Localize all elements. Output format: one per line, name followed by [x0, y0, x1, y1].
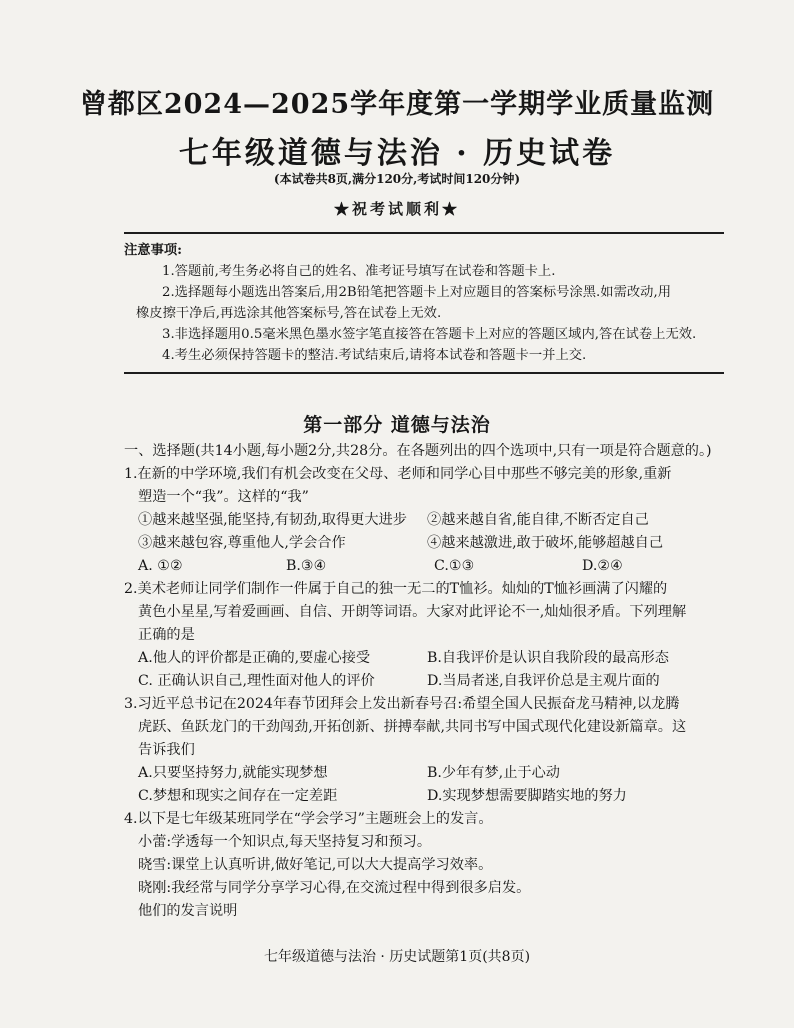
notice-item-1: 1.答题前,考生务必将自己的姓名、准考证号填写在试卷和答题卡上. — [162, 264, 556, 279]
q1-statement-4: ④越来越激进,敢于破坏,能够超越自己 — [427, 535, 664, 551]
q4-line-3: 晓刚:我经常与同学分享学习心得,在交流过程中得到很多启发。 — [138, 880, 531, 896]
q2-option-b: B.自我评价是认识自我阶段的最高形态 — [427, 650, 669, 666]
q4-line-2: 晓雪:课堂上认真听讲,做好笔记,可以大大提高学习效率。 — [138, 857, 493, 873]
q3-stem-1: 3.习近平总书记在2024年春节团拜会上发出新春号召:希望全国人民振奋龙马精神,以龙腾 — [124, 696, 680, 712]
notice-item-4: 4.考生必须保持答题卡的整洁.考试结束后,请将本试卷和答题卡一并上交. — [162, 348, 587, 363]
q2-stem-3: 正确的是 — [138, 627, 195, 643]
q3-options-row2 — [124, 785, 730, 808]
q2-option-c: C. 正确认识自己,理性面对他人的评价 — [138, 673, 375, 689]
q2-options-row1 — [124, 647, 730, 670]
exam-title-line2: 七年级道德与法治 · 历史试卷 — [178, 136, 616, 171]
exam-title-line1: 曾都区2024—2025学年度第一学期学业质量监测 — [79, 89, 715, 120]
notice-title: 注意事项: — [124, 243, 183, 258]
q1-statement-2: ②越来越自省,能自律,不断否定自己 — [427, 512, 649, 528]
q1-statements-row2 — [124, 532, 730, 555]
question-body — [124, 440, 730, 923]
q3-option-a: A.只要坚持努力,就能实现梦想 — [138, 765, 328, 781]
q2-options-row2 — [124, 670, 730, 693]
notice-item-3: 3.非选择题用0.5毫米黑色墨水签字笔直接答在答题卡上对应的答题区域内,答在试卷上无效. — [162, 327, 697, 342]
notice-block — [124, 240, 724, 366]
q1-statement-3: ③越来越包容,尊重他人,学会合作 — [138, 535, 346, 551]
q1-option-b: B.③④ — [286, 558, 327, 574]
section-heading: 一、选择题(共14小题,每小题2分,共28分。在各题列出的四个选项中,只有一项是符合题意的。) — [124, 443, 712, 459]
divider-bottom — [124, 372, 724, 374]
q3-options-row1 — [124, 762, 730, 785]
q1-options — [124, 555, 730, 578]
q1-option-c: C.①③ — [434, 558, 475, 574]
q4-line-1: 小蕾:学透每一个知识点,每天坚持复习和预习。 — [138, 834, 432, 850]
notice-item-2-cont: 橡皮擦干净后,再选涂其他答案标号,答在试卷上无效. — [136, 306, 442, 321]
q1-option-d: D.②④ — [582, 558, 623, 574]
q3-option-b: B.少年有梦,止于心动 — [427, 765, 560, 781]
blessing-text: ★祝考试顺利★ — [333, 200, 460, 218]
part-title: 第一部分 道德与法治 — [303, 414, 491, 436]
q1-option-a: A. ①② — [138, 558, 183, 574]
divider-top — [124, 232, 724, 234]
q4-stem-1: 4.以下是七年级某班同学在“学会学习”主题班会上的发言。 — [124, 811, 493, 827]
notice-item-2: 2.选择题每小题选出答案后,用2B铅笔把答题卡上对应题目的答案标号涂黑.如需改动,用 — [162, 285, 671, 300]
q2-stem-2: 黄色小星星,写着爱画画、自信、开朗等词语。大家对此评论不一,灿灿很矛盾。下列理解 — [138, 604, 687, 620]
q2-option-a: A.他人的评价都是正确的,要虚心接受 — [138, 650, 371, 666]
q2-stem-1: 2.美术老师让同学们制作一件属于自己的独一无二的T恤衫。灿灿的T恤衫画满了闪耀的 — [124, 581, 668, 597]
q3-stem-2: 虎跃、鱼跃龙门的干劲闯劲,开拓创新、拼搏奉献,共同书写中国式现代化建设新篇章。这 — [138, 719, 687, 735]
q2-option-d: D.当局者迷,自我评价总是主观片面的 — [427, 673, 660, 689]
q1-stem-1: 1.在新的中学环境,我们有机会改变在父母、老师和同学心目中那些不够完美的形象,重新 — [124, 466, 672, 482]
page-footer: 七年级道德与法治 · 历史试题第1页(共8页) — [263, 949, 531, 965]
q1-stem-2: 塑造一个“我”。这样的“我” — [138, 489, 309, 505]
q3-stem-3: 告诉我们 — [138, 742, 195, 758]
q1-statement-1: ①越来越坚强,能坚持,有韧劲,取得更大进步 — [138, 512, 407, 528]
q3-option-c: C.梦想和现实之间存在一定差距 — [138, 788, 338, 804]
q1-statements-row1 — [124, 509, 730, 532]
exam-subtitle: (本试卷共8页,满分120分,考试时间120分钟) — [273, 172, 521, 186]
q3-option-d: D.实现梦想需要脚踏实地的努力 — [427, 788, 627, 804]
q4-line-4: 他们的发言说明 — [138, 903, 238, 919]
